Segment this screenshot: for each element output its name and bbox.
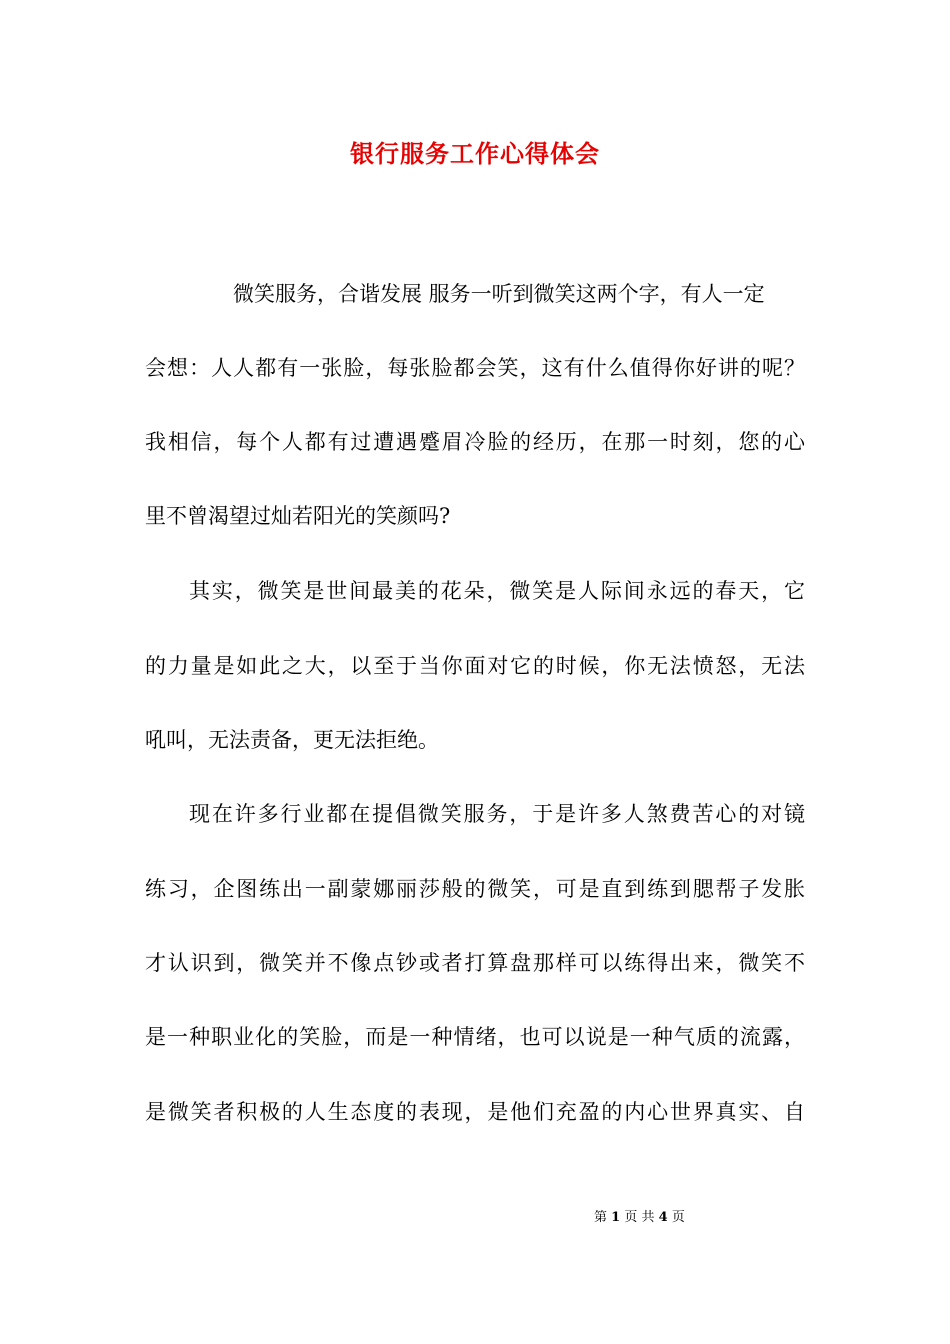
body-line: 里不曾渴望过灿若阳光的笑颜吗?: [145, 504, 451, 528]
body-line: 的力量是如此之大，以至于当你面对它的时候，你无法愤怒，无法: [145, 654, 805, 678]
page-title: 银行服务工作心得体会: [350, 139, 600, 168]
page-footer: [594, 1208, 685, 1228]
body-line: 才认识到，微笑并不像点钞或者打算盘那样可以练得出来，微笑不: [145, 951, 805, 975]
body-line: 练习，企图练出一副蒙娜丽莎般的微笑，可是直到练到腮帮子发胀: [145, 877, 805, 901]
footer-page-number: 1: [611, 1210, 621, 1225]
body-line: 会想：人人都有一张脸，每张脸都会笑，这有什么值得你好讲的呢？: [145, 356, 805, 380]
body-line: 其实，微笑是世间最美的花朵，微笑是人际间永远的春天，它: [189, 579, 805, 603]
body-line: 微笑服务，合谐发展 服务一听到微笑这两个字，有人一定: [233, 282, 765, 306]
footer-prefix: 第: [594, 1210, 608, 1225]
footer-total-pages: 4: [658, 1210, 668, 1225]
body-line: 吼叫，无法责备，更无法拒绝。: [145, 728, 439, 752]
body-line: 是微笑者积极的人生态度的表现，是他们充盈的内心世界真实、自: [145, 1100, 805, 1124]
body-line: 是一种职业化的笑脸，而是一种情绪，也可以说是一种气质的流露，: [145, 1025, 805, 1049]
footer-mid: 页 共: [624, 1210, 655, 1225]
body-line: 我相信，每个人都有过遭遇蹙眉冷脸的经历，在那一时刻，您的心: [145, 430, 805, 454]
footer-suffix: 页: [671, 1210, 685, 1225]
body-line: 现在许多行业都在提倡微笑服务，于是许多人煞费苦心的对镜: [189, 802, 805, 826]
